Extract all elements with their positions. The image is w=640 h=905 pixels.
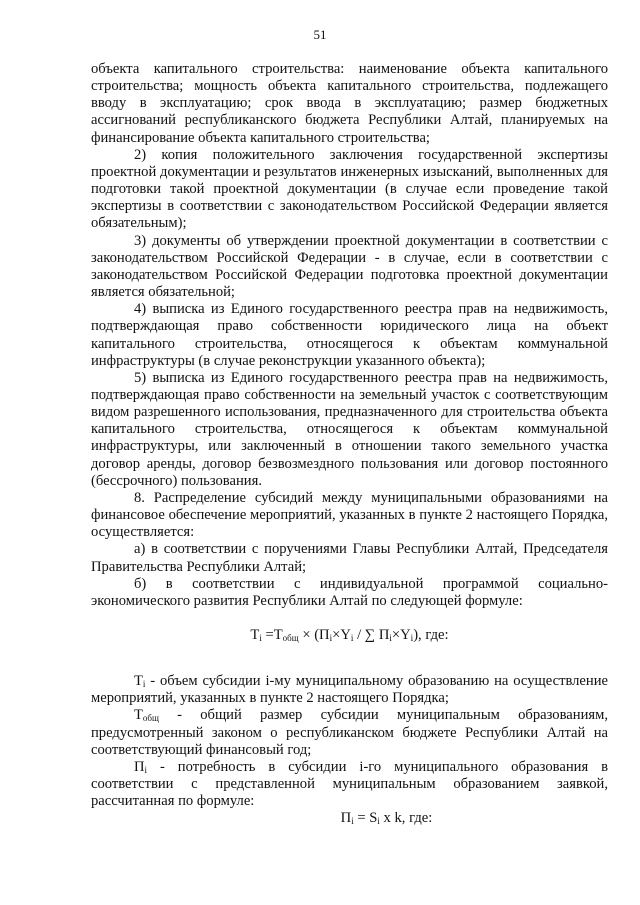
subscript: общ bbox=[142, 713, 159, 724]
text-run: / ∑ П bbox=[353, 627, 390, 643]
text-run: × (П bbox=[298, 627, 330, 643]
text-run: 8. Распределение субсидий между муниципальными образованиями на финансовое обеспечение мероприятий, указанных в пункте 2 настоящего Порядка, осуществляется: bbox=[91, 489, 608, 541]
document-body bbox=[91, 61, 608, 828]
subscript: i bbox=[144, 764, 148, 775]
text-run: б) в соответствии с индивидуальной программой социально-экономического развития Республики Алтай по следующей формуле: bbox=[91, 575, 608, 609]
text-run: - потребность в субсидии i-го муниципального образования в соответствии с представленной муниципальным образованием заявкой, рассчитанная по формуле: bbox=[91, 758, 608, 810]
subscript: i bbox=[377, 816, 380, 827]
subscript: i bbox=[350, 633, 354, 643]
paragraph bbox=[91, 576, 608, 610]
paragraph bbox=[91, 707, 608, 758]
text-run: x k, где: bbox=[379, 810, 433, 827]
text-run: объекта капитального строительства: наименование объекта капитального строительства; мощность объекта капитального строительства, подлежащего вводу в эксплуатацию; срок ввода в эксплуатацию; размер бюджетных ассигнований республиканского бюджета Республики Алтай, планируемых на финансирование объекта капитального строительства; bbox=[91, 61, 608, 146]
formula bbox=[91, 810, 608, 827]
text-run: - общий размер субсидии муниципальным образованиям, предусмотренный законом о республиканском бюджете Республики Алтай на соответствующий финансовый год; bbox=[91, 707, 608, 758]
paragraph bbox=[91, 147, 608, 233]
text-run: Т bbox=[250, 627, 260, 643]
paragraph bbox=[91, 233, 608, 302]
paragraph bbox=[91, 61, 608, 147]
paragraph bbox=[91, 370, 608, 490]
subscript: общ bbox=[282, 633, 299, 643]
text-run: ), где: bbox=[413, 627, 449, 643]
text-run: 3) документы об утверждении проектной документации в соответствии с законодательством Российской Федерации - в случае, если в соответствии с законодательством Российской Федерации подготовка проектной документации является обязательной; bbox=[91, 232, 608, 301]
formula bbox=[91, 627, 608, 644]
subscript: i bbox=[351, 816, 354, 827]
paragraph bbox=[91, 301, 608, 370]
text-run: 4) выписка из Единого государственного реестра прав на недвижимость, подтверждающая право собственности юридического лица на объект капитального строительства, относящегося к объектам коммунальной инфраструктуры (в случае реконструкции указанного объекта); bbox=[91, 301, 608, 369]
text-run: 2) копия положительного заключения государственной экспертизы проектной документации и результатов инженерных изысканий, выполненных для подготовки такой проектной документации (в случае если проведение такой экспертизы в соответствии с законодательством Российской Федерации является обязательным); bbox=[91, 146, 608, 232]
text-run: П bbox=[134, 758, 145, 775]
text-run: Т bbox=[134, 673, 143, 690]
text-run: 5) выписка из Единого государственного реестра прав на недвижимость, подтверждающая право собственности на земельный участок с соответствующим видом разрешенного использования, предназначенного для строительства объекта капитального строительства, относящегося к объектам коммунальной инфраструктуры, или заключенный в отношении такого земельного участка договор аренды, договор безвозмездного пользования или договор постоянного (бессрочного) пользования. bbox=[91, 369, 608, 489]
subscript: i bbox=[142, 679, 146, 690]
page-number: 51 bbox=[313, 27, 327, 42]
paragraph bbox=[91, 541, 608, 575]
subscript: i bbox=[410, 633, 414, 643]
text-run: ×Y bbox=[391, 627, 411, 643]
text-run: =Т bbox=[261, 627, 283, 643]
paragraph bbox=[91, 759, 608, 810]
paragraph bbox=[91, 490, 608, 541]
text-run: Т bbox=[134, 707, 143, 724]
text-run: = S bbox=[353, 810, 378, 827]
paragraph bbox=[91, 673, 608, 707]
text-run: - объем субсидии i-му муниципальному образованию на осуществление мероприятий, указанных в пункте 2 настоящего Порядка; bbox=[91, 673, 608, 707]
text-run: а) в соответствии с поручениями Главы Республики Алтай, Председателя Правительства Республики Алтай; bbox=[91, 541, 608, 575]
subscript: i bbox=[259, 633, 262, 643]
subscript: i bbox=[389, 633, 392, 643]
subscript: i bbox=[329, 633, 333, 643]
text-run: ×Y bbox=[332, 627, 351, 643]
text-run: П bbox=[340, 810, 352, 827]
